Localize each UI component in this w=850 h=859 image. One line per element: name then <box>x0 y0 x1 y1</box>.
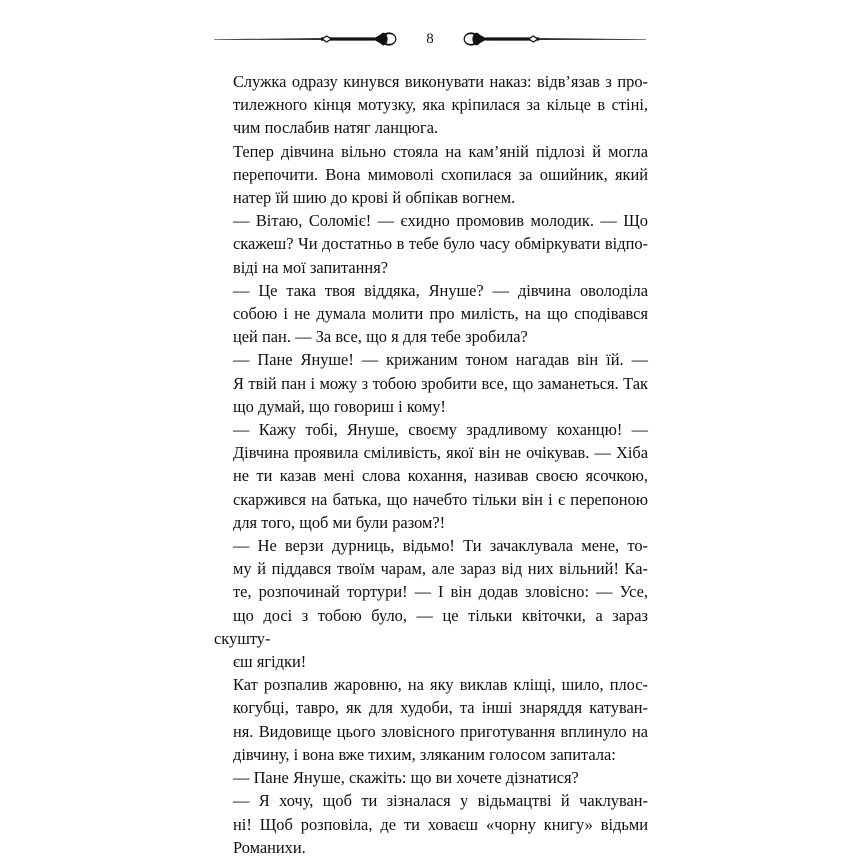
text-line: тилежного кінця мотузку, яка кріпилася за кільце в стіні, <box>233 95 648 115</box>
paragraph <box>214 418 648 534</box>
paragraph <box>214 140 648 210</box>
body-text <box>214 70 653 859</box>
paragraph <box>214 348 648 418</box>
text-line: — Пане Януше, скажіть: що ви хочете дізнатися? <box>233 768 579 788</box>
text-line: скаржився на батька, що начебто тільки він і є перепоною <box>233 489 648 509</box>
text-line: єш ягідки! <box>233 652 307 672</box>
text-line: когубці, тавро, як для худоби, та інші знаряддя катуван- <box>233 698 648 718</box>
text-line: чим послабив натяг ланцюга. <box>233 118 439 138</box>
text-line: — Це така твоя віддяка, Януше? — дівчина оволоділа <box>233 280 648 300</box>
paragraph <box>214 789 648 859</box>
running-head <box>214 26 646 52</box>
text-line: те, розпочинай тортури! — І він додав зловісно: — Усе, <box>233 582 648 602</box>
text-line: для того, щоб ми були разом?! <box>233 512 446 532</box>
text-line: Дівчина проявила сміливість, якої він не очікував. — Хіба <box>233 443 648 463</box>
text-line: ня. Видовище цього зловісного приготування вплинуло на <box>233 721 648 741</box>
page-number: 8 <box>426 30 434 47</box>
paragraph <box>214 766 648 789</box>
text-line: що досі з тобою було, — це тільки квіточки, а зараз скушту- <box>214 605 653 648</box>
text-line: — Я хочу, щоб ти зізналася у відьмацтві й чаклуван- <box>233 791 648 811</box>
ornament-rule-right-icon <box>455 28 646 50</box>
text-line: Романихи. <box>233 837 306 857</box>
text-line: Я твій пан і можу з тобою зробити все, що заманеться. Так <box>233 373 648 393</box>
text-line: не ти казав мені слова кохання, називав своєю ясочкою, <box>233 466 648 486</box>
paragraph <box>214 70 648 140</box>
text-line: перепочити. Вона мимоволі схопилася за ошийник, який <box>233 164 648 184</box>
text-line: дівчину, і вона вже тихим, зляканим голосом запитала: <box>233 744 616 764</box>
text-line: собою і не думала молити про милість, на що сподівався <box>233 304 648 324</box>
text-line: натер їй шию до крові й обпікав вогнем. <box>233 188 516 208</box>
paragraph <box>214 209 648 279</box>
ornament-rule-left-icon <box>214 28 405 50</box>
text-line: скажеш? Чи достатньо в тебе було часу обміркувати відпо- <box>233 234 648 254</box>
text-line: — Пане Януше! — крижаним тоном нагадав він їй. — <box>233 350 648 370</box>
text-line: — Вітаю, Соломіє! — єхидно промовив молодик. — Що <box>233 211 648 231</box>
text-line: му й піддався твоїм чарам, але зараз від них вільний! Ка- <box>233 559 648 579</box>
text-line: віді на мої запитання? <box>233 257 389 277</box>
text-line: Служка одразу кинувся виконувати наказ: відв’язав з про- <box>233 72 648 91</box>
text-line: Тепер дівчина вільно стояла на кам’яній підлозі й могла <box>233 141 648 161</box>
text-line: цей пан. — За все, що я для тебе зробила? <box>233 327 528 347</box>
text-line: що думай, що говориш і кому! <box>233 396 446 416</box>
text-line: Кат розпалив жаровню, на яку виклав кліщі, шило, плос- <box>233 675 648 695</box>
paragraph <box>214 534 653 673</box>
paragraph <box>214 279 648 349</box>
text-line: — Кажу тобі, Януше, своєму зрадливому коханцю! — <box>233 420 648 440</box>
text-line: — Не верзи дурниць, відьмо! Ти зачаклувала мене, то- <box>233 536 648 556</box>
paragraph <box>214 673 648 766</box>
text-line: ні! Щоб розповіла, де ти ховаєш «чорну книгу» відьми <box>233 814 648 834</box>
